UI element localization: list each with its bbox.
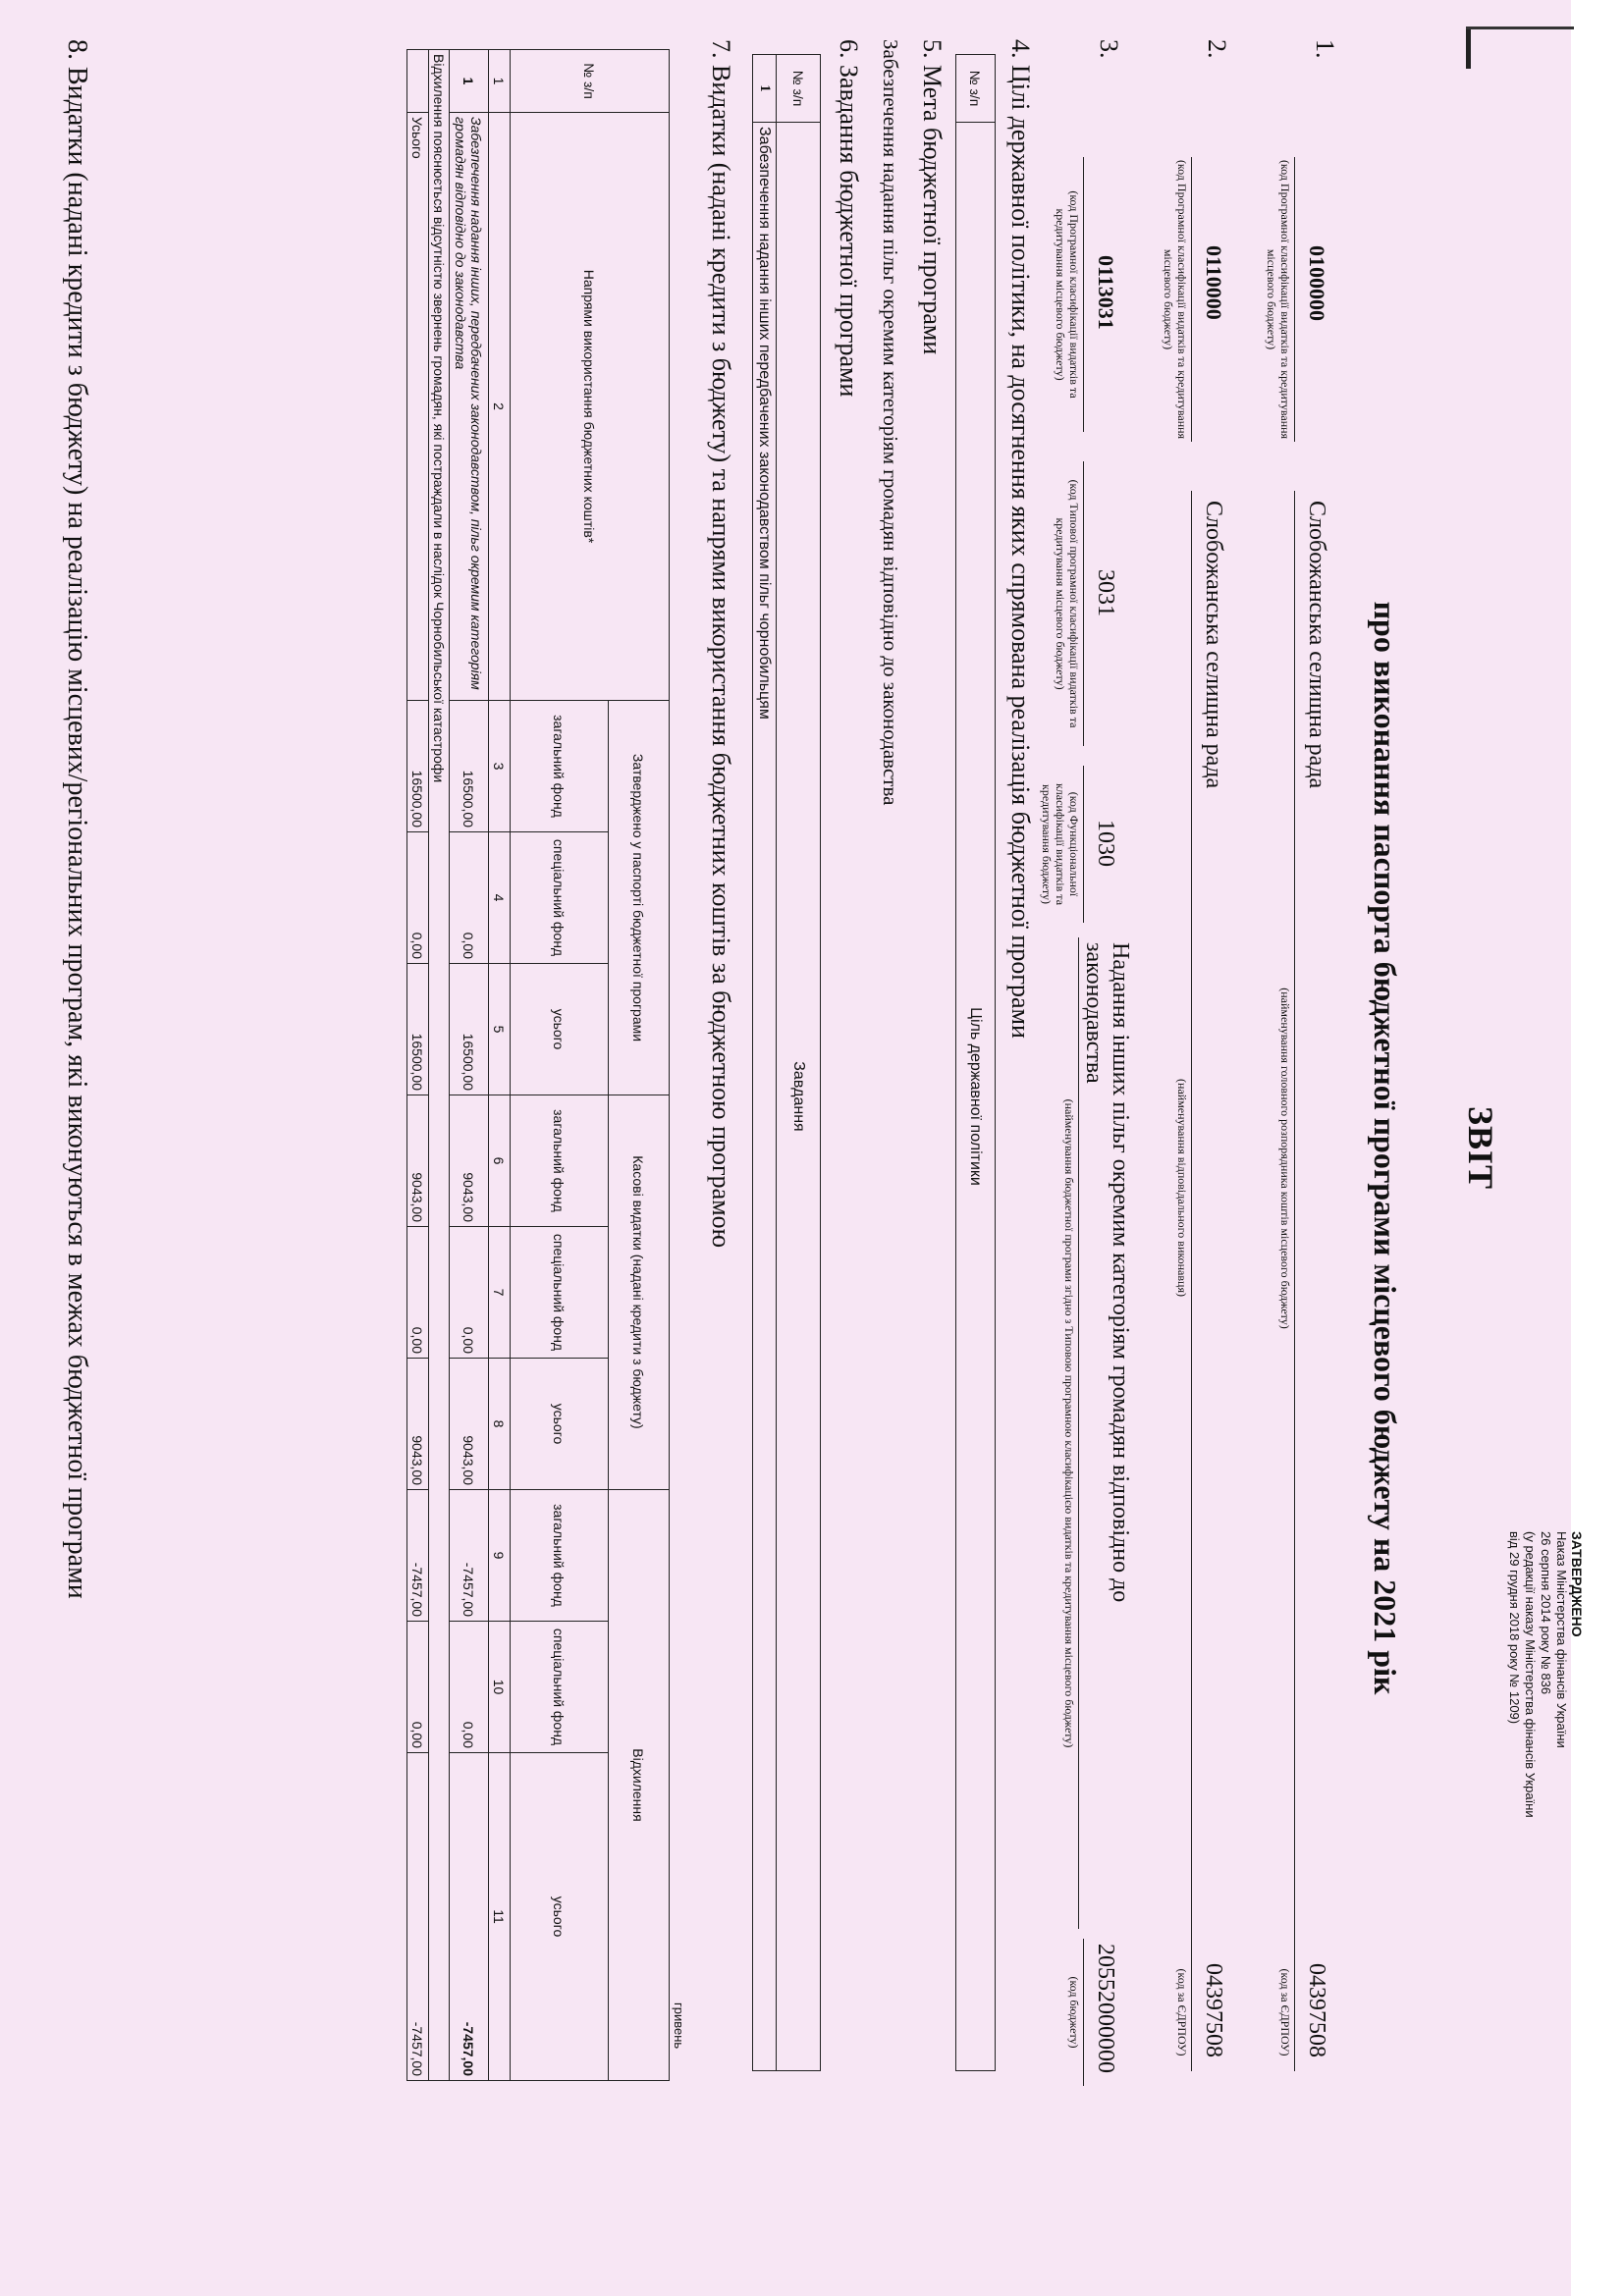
item2-number: 2. (1203, 39, 1231, 59)
exp-sub-special: спеціальний фонд (511, 832, 609, 964)
total-cell: 16500,00 (407, 964, 429, 1095)
item3-number: 3. (1095, 39, 1123, 59)
goals-table (955, 54, 996, 2071)
item1-code: 0100000 (1305, 245, 1329, 321)
exp-sub-special: спеціальний фонд (511, 1622, 609, 1753)
total-no (407, 50, 429, 113)
item3-budget-code: 20552000000 (1093, 1944, 1118, 2073)
section6-title: 6. Завдання бюджетної програми (835, 39, 863, 398)
section5-text: Забезпечення надання пільг окремим категоріям громадян відповідно до законодавства (879, 39, 902, 806)
tasks-table (752, 54, 821, 2071)
approval-line: (у редакції наказу Міністерства фінансів України (1523, 1531, 1538, 1818)
exp-group-actual: Касові видатки (надані кредити з бюджету) (609, 1095, 670, 1490)
goals-col-no: № з/п (956, 55, 996, 123)
item1-name-caption: (найменування головного розпорядника коштів місцевого бюджету) (1278, 988, 1292, 1329)
underline (1083, 1939, 1084, 2086)
col-number: 10 (489, 1622, 511, 1753)
item3-name-line2: законодавства (1081, 942, 1107, 1084)
item1-number: 1. (1311, 39, 1339, 59)
total-cell: 9043,00 (407, 1095, 429, 1227)
item2-edrpou: 04397508 (1201, 1963, 1226, 2057)
exp-cell: -7457,00 (450, 1490, 489, 1622)
col-number: 2 (489, 113, 511, 701)
col-number: 4 (489, 832, 511, 964)
section4-title: 4. Цілі державної політики, на досягнення яких спрямована реалізація бюджетної програми (1006, 39, 1035, 1039)
item3-typical-caption: (код Типової програмної класифікації видатків та кредитування місцевого бюджету) (1054, 479, 1081, 728)
item1-edrpou-caption: (код за ЄДРПОУ) (1278, 1968, 1292, 2056)
unit-label: гривень (672, 2002, 686, 2050)
report-title: ЗВІТ (1461, 1105, 1500, 1191)
col-number: 8 (489, 1359, 511, 1490)
column-numbers-row (489, 50, 511, 2081)
section5-title: 5. Мета бюджетної програми (918, 39, 947, 355)
approval-line: Наказ Міністерства фінансів України (1554, 1531, 1569, 1748)
col-number: 11 (489, 1753, 511, 2081)
item1-name: Слобожанська селищна рада (1304, 501, 1329, 789)
approval-heading: ЗАТВЕРДЖЕНО (1569, 1531, 1585, 1637)
item3-func-caption: (код Функціональної класифікації видатків та кредитування бюджету) (1040, 782, 1081, 906)
underline (1294, 157, 1295, 442)
item3-code: 0113031 (1094, 255, 1118, 330)
exp-sub-total: усього (511, 1753, 609, 2081)
item2-edrpou-caption: (код за ЄДРПОУ) (1175, 1968, 1189, 2056)
item3-code-caption: (код Програмної класифікації видатків та кредитування місцевого бюджету) (1054, 190, 1081, 399)
exp-cell: 16500,00 (450, 964, 489, 1095)
section8-title: 8. Видатки (надані кредити з бюджету) на реалізацію місцевих/регіональних програм, які виконуються в межах бюджетної програми (62, 39, 92, 1599)
item2-name-caption: (найменування відповідального виконавця) (1175, 1079, 1189, 1297)
section7-title: 7. Видатки (надані кредити з бюджету) та напрями використання бюджетних коштів за бюджетною програмою (707, 39, 735, 1249)
item2-code-caption: (код Програмної класифікації видатків та кредитування місцевого бюджету) (1162, 159, 1189, 440)
task-no: 1 (753, 55, 777, 123)
exp-col-direction: Напрями використання бюджетних коштів* (511, 113, 670, 701)
tasks-col-no: № з/п (777, 55, 821, 123)
report-subtitle: про виконання паспорта бюджетної програми місцевого бюджету на 2021 рік (1368, 601, 1403, 1695)
item3-name-caption: (найменування бюджетної програми згідно з Типовою програмною класифікацією видатків та кредитування місцевого бюджету) (1062, 1098, 1076, 1748)
item3-name-line1: Надання інших пільг окремим категоріям громадян відповідно до (1108, 942, 1133, 1603)
exp-sub-general: загальний фонд (511, 701, 609, 832)
exp-cell: 9043,00 (450, 1359, 489, 1490)
task-text: Забезпечення надання інших передбачених законодавством пільг чорнобильцям (753, 123, 777, 2071)
exp-cell: 0,00 (450, 832, 489, 964)
deviation-note: Відхилення пояснюється відсутністю звернень громадян, які постраждали в наслідок Чорнобильської катастрофи (429, 50, 450, 2081)
exp-sub-total: усього (511, 1359, 609, 1490)
underline (1083, 157, 1084, 432)
total-label: Усього (407, 113, 429, 701)
item2-code: 0110000 (1202, 245, 1226, 320)
exp-sub-general: загальний фонд (511, 1095, 609, 1227)
item1-edrpou: 04397508 (1304, 1963, 1329, 2057)
total-cell: 0,00 (407, 1622, 429, 1753)
underline (1191, 491, 1192, 2071)
underline (1191, 157, 1192, 442)
underline (1083, 461, 1084, 746)
item2-name: Слобожанська селищна рада (1201, 501, 1226, 789)
col-number: 1 (489, 50, 511, 113)
goals-col-goal: Ціль державної політики (956, 123, 996, 2071)
approval-block (1506, 1531, 1585, 1944)
col-number: 7 (489, 1227, 511, 1359)
total-cell: 0,00 (407, 832, 429, 964)
approval-line: від 29 грудня 2018 року № 1209) (1507, 1531, 1522, 1725)
underline (1294, 491, 1295, 2071)
item3-typical-code: 3031 (1093, 569, 1118, 616)
total-cell: -7457,00 (407, 1490, 429, 1622)
total-row (407, 50, 429, 2081)
expenses-table (406, 49, 670, 2081)
exp-cell: 9043,00 (450, 1095, 489, 1227)
approval-line: 26 серпня 2014 року № 836 (1539, 1531, 1553, 1695)
table-row (450, 50, 489, 2081)
exp-cell: 16500,00 (450, 701, 489, 832)
exp-col-no: № з/п (511, 50, 670, 113)
table-row (753, 55, 777, 2071)
col-number: 6 (489, 1095, 511, 1227)
exp-sub-general: загальний фонд (511, 1490, 609, 1622)
exp-sub-special: спеціальний фонд (511, 1227, 609, 1359)
total-cell: -7457,00 (407, 1753, 429, 2081)
exp-row-no: 1 (450, 50, 489, 113)
col-number: 3 (489, 701, 511, 832)
underline (1078, 937, 1079, 1929)
exp-cell: 0,00 (450, 1622, 489, 1753)
exp-cell: -7457,00 (450, 1753, 489, 2081)
col-number: 5 (489, 964, 511, 1095)
col-number: 9 (489, 1490, 511, 1622)
exp-group-approved: Затверджено у паспорті бюджетної програми (609, 701, 670, 1095)
item3-budget-caption: (код бюджету) (1067, 1976, 1081, 2049)
exp-row-direction: Забезпечення надання інших, передбачених законодавством, пільг окремим категоріям громадян відповідно до законодавства (450, 113, 489, 701)
underline (1083, 766, 1084, 923)
item1-code-caption: (код Програмної класифікації видатків та кредитування місцевого бюджету) (1265, 159, 1292, 440)
note-row (429, 50, 450, 2081)
item3-func-code: 1030 (1093, 820, 1118, 867)
total-cell: 16500,00 (407, 701, 429, 832)
tasks-col-task: Завдання (777, 123, 821, 2071)
exp-group-deviation: Відхилення (609, 1490, 670, 2081)
total-cell: 0,00 (407, 1227, 429, 1359)
exp-sub-total: усього (511, 964, 609, 1095)
exp-cell: 0,00 (450, 1227, 489, 1359)
total-cell: 9043,00 (407, 1359, 429, 1490)
